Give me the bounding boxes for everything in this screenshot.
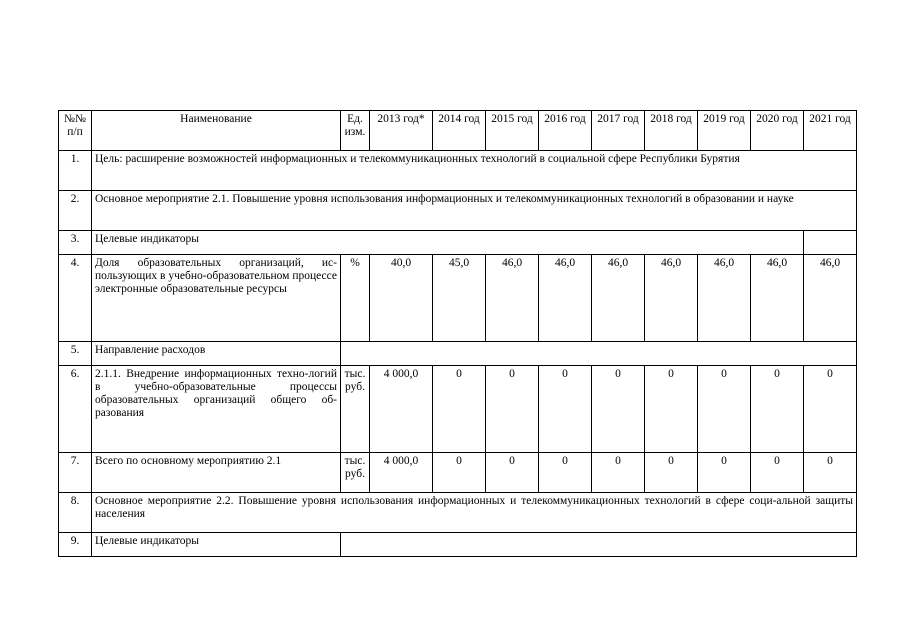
header-name: Наименование	[92, 111, 341, 151]
value-cell: 46,0	[751, 255, 804, 342]
unit-cell: %	[341, 255, 370, 342]
value-cell: 0	[645, 453, 698, 493]
value-cell: 0	[645, 366, 698, 453]
indicator-name: Доля образовательных организаций, ис-пользующих в учебно-образовательном процессе электронные образовательные ресурсы	[92, 255, 341, 342]
goal-text: Цель: расширение возможностей информационных и телекоммуникационных технологий в социальной сфере Республики Бурятия	[92, 151, 857, 191]
value-cell: 46,0	[698, 255, 751, 342]
value-cell: 0	[698, 453, 751, 493]
value-2013: 4 000,0	[370, 453, 433, 493]
value-2013: 40,0	[370, 255, 433, 342]
value-cell: 46,0	[486, 255, 539, 342]
header-year: 2020 год	[751, 111, 804, 151]
empty-cell	[804, 231, 857, 255]
program-table	[58, 110, 857, 557]
header-year: 2015 год	[486, 111, 539, 151]
table-row	[59, 191, 857, 231]
value-2013: 4 000,0	[370, 366, 433, 453]
header-year: 2019 год	[698, 111, 751, 151]
section-label: Целевые индикаторы	[92, 231, 804, 255]
section-label: Направление расходов	[92, 342, 341, 366]
header-num: №№ п/п	[59, 111, 92, 151]
value-cell: 0	[486, 366, 539, 453]
row-num: 9.	[59, 533, 92, 557]
header-2013: 2013 год*	[370, 111, 433, 151]
value-cell: 0	[804, 366, 857, 453]
table-row	[59, 533, 857, 557]
table-row	[59, 255, 857, 342]
empty-cell	[341, 533, 857, 557]
table-row	[59, 151, 857, 191]
value-cell: 46,0	[645, 255, 698, 342]
value-cell: 46,0	[539, 255, 592, 342]
empty-cell	[341, 342, 857, 366]
row-num: 6.	[59, 366, 92, 453]
row-num: 8.	[59, 493, 92, 533]
header-year: 2014 год	[433, 111, 486, 151]
row-num: 3.	[59, 231, 92, 255]
value-cell: 0	[698, 366, 751, 453]
header-year: 2018 год	[645, 111, 698, 151]
expense-name: 2.1.1. Внедрение информационных техно-логий в учебно-образовательные процессы образовательных организаций общего об-разования	[92, 366, 341, 453]
value-cell: 0	[804, 453, 857, 493]
row-num: 5.	[59, 342, 92, 366]
row-num: 2.	[59, 191, 92, 231]
header-row	[59, 111, 857, 151]
value-cell: 46,0	[804, 255, 857, 342]
value-cell: 0	[751, 453, 804, 493]
table-row	[59, 366, 857, 453]
section-label: Целевые индикаторы	[92, 533, 341, 557]
total-name: Всего по основному мероприятию 2.1	[92, 453, 341, 493]
value-cell: 46,0	[592, 255, 645, 342]
header-year: 2021 год	[804, 111, 857, 151]
value-cell: 0	[592, 366, 645, 453]
activity-text: Основное мероприятие 2.2. Повышение уровня использования информационных и телекоммуникационных технологий в сфере соци-альной защиты населения	[92, 493, 857, 533]
value-cell: 0	[751, 366, 804, 453]
header-year: 2017 год	[592, 111, 645, 151]
value-cell: 0	[433, 366, 486, 453]
table-row	[59, 342, 857, 366]
unit-cell: тыс. руб.	[341, 366, 370, 453]
activity-text: Основное мероприятие 2.1. Повышение уровня использования информационных и телекоммуникационных технологий в образовании и науке	[92, 191, 857, 231]
value-cell: 0	[433, 453, 486, 493]
row-num: 1.	[59, 151, 92, 191]
header-unit: Ед. изм.	[341, 111, 370, 151]
row-num: 7.	[59, 453, 92, 493]
table-row	[59, 453, 857, 493]
value-cell: 0	[486, 453, 539, 493]
header-year: 2016 год	[539, 111, 592, 151]
table-row	[59, 493, 857, 533]
value-cell: 0	[539, 366, 592, 453]
value-cell: 0	[592, 453, 645, 493]
table-row	[59, 231, 857, 255]
value-cell: 0	[539, 453, 592, 493]
row-num: 4.	[59, 255, 92, 342]
value-cell: 45,0	[433, 255, 486, 342]
unit-cell: тыс. руб.	[341, 453, 370, 493]
